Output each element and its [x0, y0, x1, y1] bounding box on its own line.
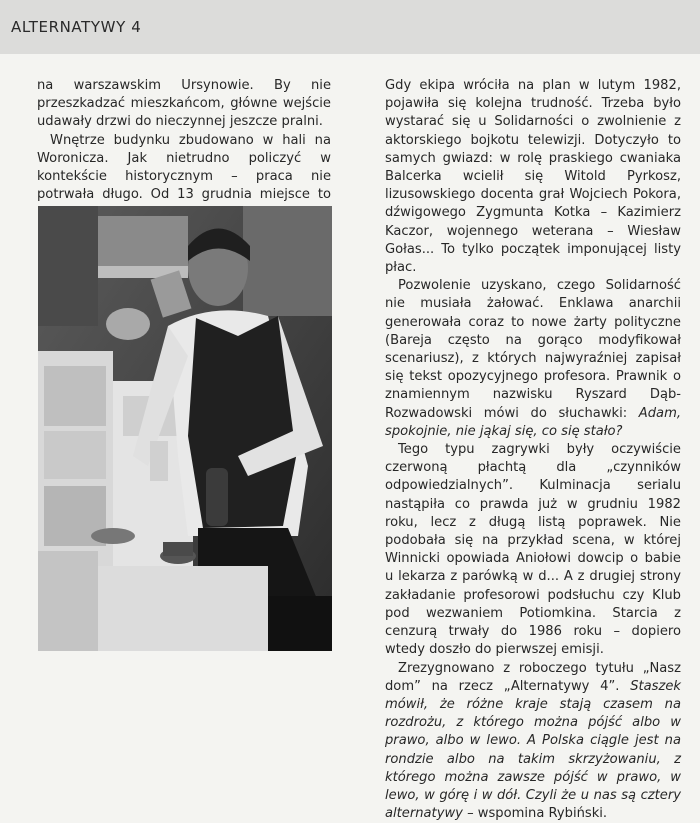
right-paragraph-4-start: Zrezygnowano z roboczego tytułu „Nasz dom” na rzecz „Alternatywy 4”.: [385, 661, 681, 694]
right-paragraph-2: [385, 277, 681, 441]
cabinet-shape: [38, 206, 98, 326]
right-paragraph-3: Tego typu zagrywki były oczywiście czerwoną płachtą dla „czynników odpowiedzialnych”. Kulminacja serialu nastąpiła co prawda już w grudniu 1982 roku, lecz z długą listą poprawek. Nie podobała się na przykład scena, w której Winnicki opowiada Aniołowi dowcip o babie u lekarza z parówką w d... A z drugiej strony zakładanie profesorowi podsłuchu czy Klub pod wezwaniem Potiomkina. Starcia z cenzurą trwały do 1986 roku – dopiero wtedy doszło do pierwszej emisji.: [385, 441, 681, 659]
right-paragraph-2-quote: Adam, spokojnie, nie jąkaj się, co się stało?: [385, 406, 681, 439]
right-paragraph-1: Gdy ekipa wróciła na plan w lutym 1982, pojawiła się kolejna trudność. Trzeba było wystarać się u Solidarności o zwolnienie z aktorskiego bojkotu telewizji. Dotyczyło to samych gwiazd: w rolę praskiego cwaniaka Balcerka wcielił się Witold Pyrkosz, lizusowskiego docenta grał Wojciech Pokora, dźwigowego Zygmunta Kotka – Kazimierz Kaczor, wojennego weterana – Wiesław Gołas... To tylko początek imponującej listy płac.: [385, 77, 681, 277]
right-paragraph-4: [385, 660, 681, 823]
right-paragraph-4-end: – wspomina Rybiński.: [463, 806, 607, 821]
left-column: [37, 77, 331, 223]
page-header: [0, 0, 700, 54]
right-paragraph-2-text: Pozwolenie uzyskano, czego Solidarność nie musiała żałować. Enklawa anarchii generowała coraz to nowe żarty polityczne (Bareja często na gorąco modyfikował scenariusz), z których najwyraźniej zapisał się tekst opozycyjnego profesora. Prawnik o znamiennym nazwisku Ryszard Dąb-Rozwadowski mówi do słuchawki:: [385, 278, 681, 420]
running-title: ALTERNATYWY 4: [11, 18, 141, 36]
left-paragraph-2: Wnętrze budynku zbudowano w hali na Woronicza. Jak nietrudno policzyć w kontekście historycznym – praca nie potrwała długo. Od 13 grudnia miejsce to: [37, 132, 331, 223]
right-paragraph-4-quote: Staszek mówił, że różne kraje stają czasem na rozdrożu, z którego można pójść albo w prawo, albo w lewo. A Polska ciągle jest na rondzie albo na takim skrzyżowaniu, z którego można zawsze pójść w prawo, w lewo, w górę i w dół. Czyli że u nas są cztery alternatywy: [385, 679, 681, 821]
film-still-photo: [38, 206, 332, 651]
right-column: [385, 77, 681, 823]
left-paragraph-1: na warszawskim Ursynowie. By nie przeszkadzać mieszkańcom, główne wejście udawały drzwi do nieczynnej jeszcze pralni.: [37, 77, 331, 132]
film-still-illustration: [38, 206, 332, 651]
